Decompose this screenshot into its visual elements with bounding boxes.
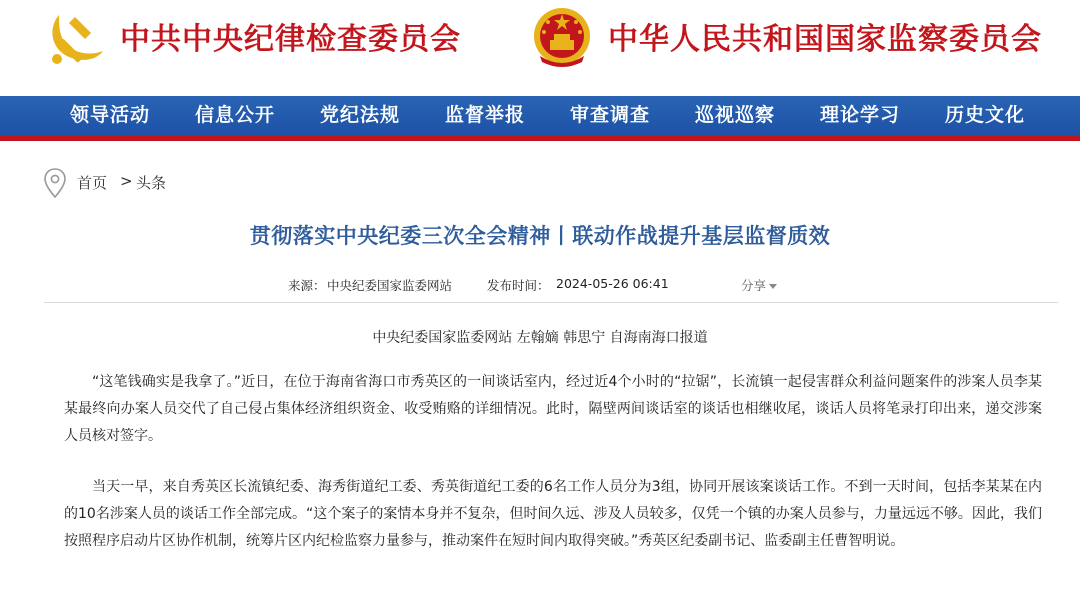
site-title-ccdi[interactable]: 中共中央纪律检查委员会 xyxy=(120,22,461,57)
location-pin-icon xyxy=(44,168,66,198)
caret-down-icon xyxy=(769,284,777,289)
source-label: 来源： xyxy=(288,278,326,293)
nav-item-report[interactable]: 监督举报 xyxy=(445,104,526,126)
national-emblem-icon[interactable] xyxy=(530,4,594,72)
publish-time-label: 发布时间： xyxy=(487,278,550,293)
breadcrumb-home-link[interactable]: 首页 xyxy=(77,174,108,192)
nav-item-regulations[interactable]: 党纪法规 xyxy=(320,104,401,126)
article-title: 贯彻落实中央纪委三次全会精神丨联动作战提升基层监督质效 xyxy=(249,224,831,248)
site-header xyxy=(0,0,1080,96)
article-paragraph: “这笔钱确实是我拿了。”近日，在位于海南省海口市秀英区的一间谈话室内，经过近4个小时的“拉锯”，长流镇一起侵害群众利益问题案件的涉案人员李某某最终向办案人员交代了自己侵占集体经济组织资金、收受贿赂的详细情况。此时，隔壁两间谈话室的谈话也相继收尾，谈话人员将笔录打印出来，递交涉案人员核对签字。 xyxy=(64,374,1042,444)
share-dropdown[interactable] xyxy=(741,276,777,294)
nav-item-history[interactable]: 历史文化 xyxy=(945,104,1026,126)
nav-item-theory[interactable]: 理论学习 xyxy=(820,104,901,126)
article-byline: 中央纪委国家监委网站 左翰嫡 韩思宁 自海南海口报道 xyxy=(372,330,708,346)
nav-item-inspection[interactable]: 巡视巡察 xyxy=(695,104,776,126)
breadcrumb-separator: > xyxy=(120,172,133,190)
nav-item-investigation[interactable]: 审查调查 xyxy=(570,104,651,126)
nav-divider xyxy=(0,136,1080,141)
article-paragraph: 当天一早，来自秀英区长流镇纪委、海秀街道纪工委、秀英街道纪工委的6名工作人员分为3组，协同开展该案谈话工作。不到一天时间，包括李某某在内的10名涉案人员的谈话工作全部完成。“这个案子的案情本身并不复杂，但时间久远、涉及人员较多，仅凭一个镇的办案人员参与，力量远远不够。因此，我们按照程序启动片区协作机制，统筹片区内纪检监察力量参与，推动案件在短时间内取得突破。”秀英区纪委副书记、监委副主任曹智明说。 xyxy=(64,479,1042,549)
site-title-nsc[interactable]: 中华人民共和国国家监察委员会 xyxy=(608,22,1042,57)
nav-item-info-disclosure[interactable]: 信息公开 xyxy=(195,104,276,126)
party-emblem-icon[interactable] xyxy=(45,7,107,69)
publish-time-value: 2024-05-26 06:41 xyxy=(556,276,669,291)
source-value: 中央纪委国家监委网站 xyxy=(327,278,453,293)
main-nav xyxy=(0,96,1080,136)
share-label: 分享 xyxy=(741,278,767,293)
article-divider xyxy=(44,302,1058,303)
nav-item-leadership[interactable]: 领导活动 xyxy=(70,104,151,126)
breadcrumb-current[interactable]: 头条 xyxy=(136,174,167,192)
